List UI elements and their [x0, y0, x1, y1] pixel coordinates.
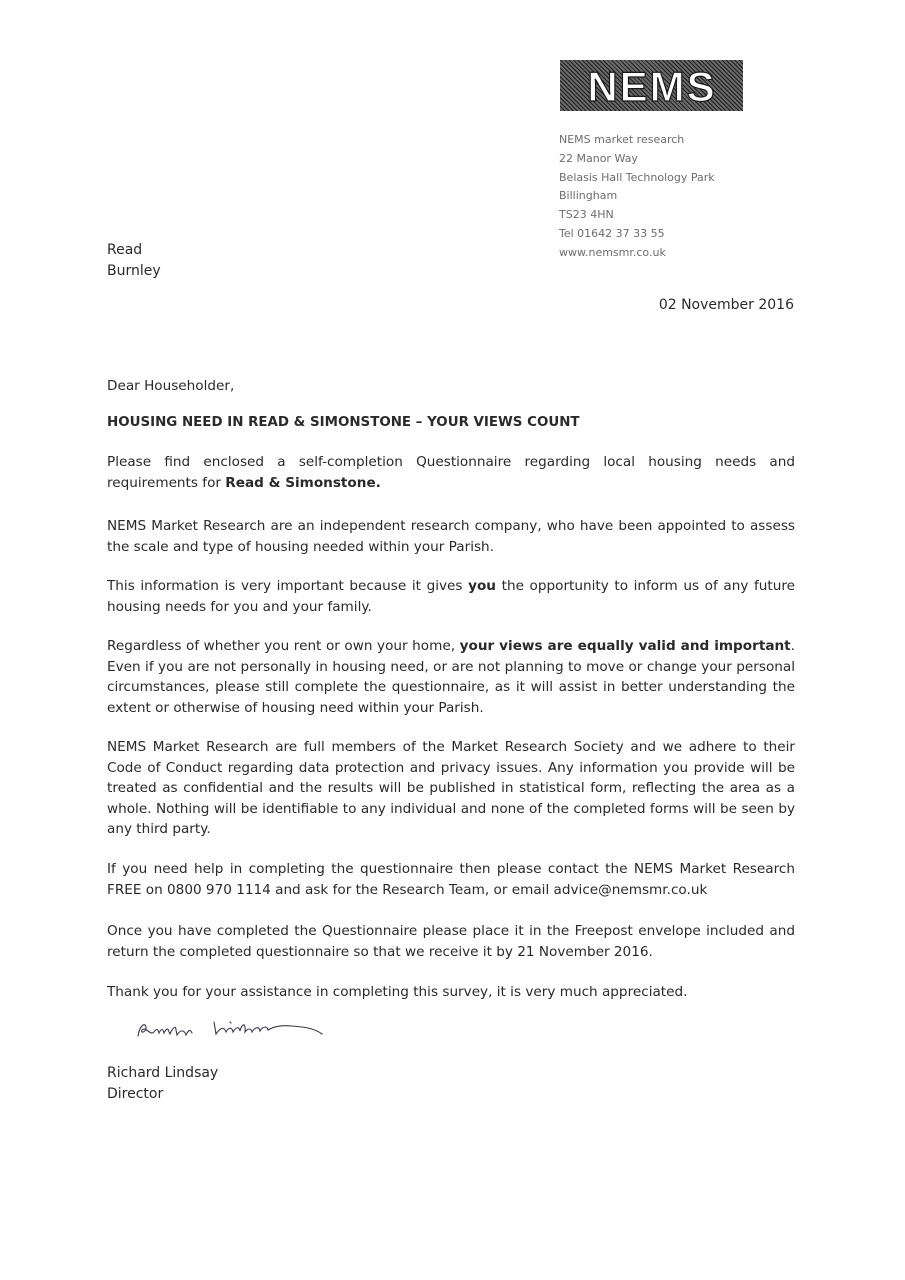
signer-title: Director	[107, 1086, 164, 1102]
sender-company: NEMS market research	[559, 133, 685, 146]
p4-text-start: Regardless of whether you rent or own your home,	[107, 638, 460, 654]
sender-address	[559, 131, 715, 263]
p3-you-emphasis: you	[468, 578, 496, 594]
recipient-line-1: Read	[107, 242, 143, 258]
recipient-address	[107, 240, 161, 282]
paragraph-thank-you: Thank you for your assistance in completing this survey, it is very much appreciated.	[107, 984, 688, 1000]
p1-parish-name: Read & Simonstone.	[225, 474, 381, 491]
paragraph-about-nems: NEMS Market Research are an independent research company, who have been appointed to assess the scale and type of housing needed within your Parish.	[107, 518, 795, 555]
nems-logo-wordmark	[567, 65, 737, 107]
handwritten-signature	[132, 1014, 332, 1048]
salutation: Dear Householder,	[107, 378, 235, 394]
p4-views-emphasis: your views are equally valid and important	[459, 638, 791, 654]
letter-date: 02 November 2016	[658, 297, 794, 313]
sender-phone: Tel 01642 37 33 55	[559, 226, 665, 240]
p1-text: Please find enclosed a self-completion Questionnaire regarding local housing needs and requirements for	[107, 454, 795, 491]
sender-park: Belasis Hall Technology Park	[559, 170, 715, 184]
paragraph-privacy: NEMS Market Research are full members of the Market Research Society and we adhere to their Code of Conduct regarding data protection and privacy issues. Any information you provide will be treated as confidential and the results will be published in statistical form, reflecting the area as a whole. Nothing will be identifiable to any individual and none of the completed forms will be seen by any third party.	[107, 739, 795, 838]
letter-heading: HOUSING NEED IN READ & SIMONSTONE – YOUR VIEWS COUNT	[107, 415, 580, 430]
signer-name: Richard Lindsay	[107, 1065, 219, 1081]
nems-logo	[560, 60, 743, 111]
p3-text-end: the opportunity to inform us of any future housing needs for you and your family.	[107, 578, 795, 615]
sender-website[interactable]: www.nemsmr.co.uk	[559, 245, 666, 259]
p4-text-end: . Even if you are not personally in housing need, or are not planning to move or change your personal circumstances, please still complete the questionnaire, as it will assist in better understanding the extent or otherwise of housing need within your Parish.	[107, 638, 795, 716]
sender-town: Billingham	[559, 189, 618, 203]
sender-street: 22 Manor Way	[559, 151, 638, 165]
p3-text-start: This information is very important because it gives	[107, 578, 469, 594]
signature-drawing	[132, 1014, 332, 1044]
paragraph-return-instructions: Once you have completed the Questionnaire please place it in the Freepost envelope included and return the completed questionnaire so that we receive it by 21 November 2016.	[107, 923, 795, 960]
signer-block	[107, 1063, 218, 1105]
paragraph-importance	[107, 576, 795, 617]
sender-postcode: TS23 4HN	[559, 208, 614, 222]
paragraph-help-contact: If you need help in completing the questionnaire then please contact the NEMS Market Research FREE on 0800 970 1114 and ask for the Research Team, or email advice@nemsmr.co.uk	[107, 861, 795, 898]
logo-text: NEMS	[586, 64, 717, 107]
recipient-line-2: Burnley	[107, 263, 161, 279]
paragraph-enclosed-questionnaire	[107, 452, 795, 493]
paragraph-views-valid	[107, 636, 795, 718]
